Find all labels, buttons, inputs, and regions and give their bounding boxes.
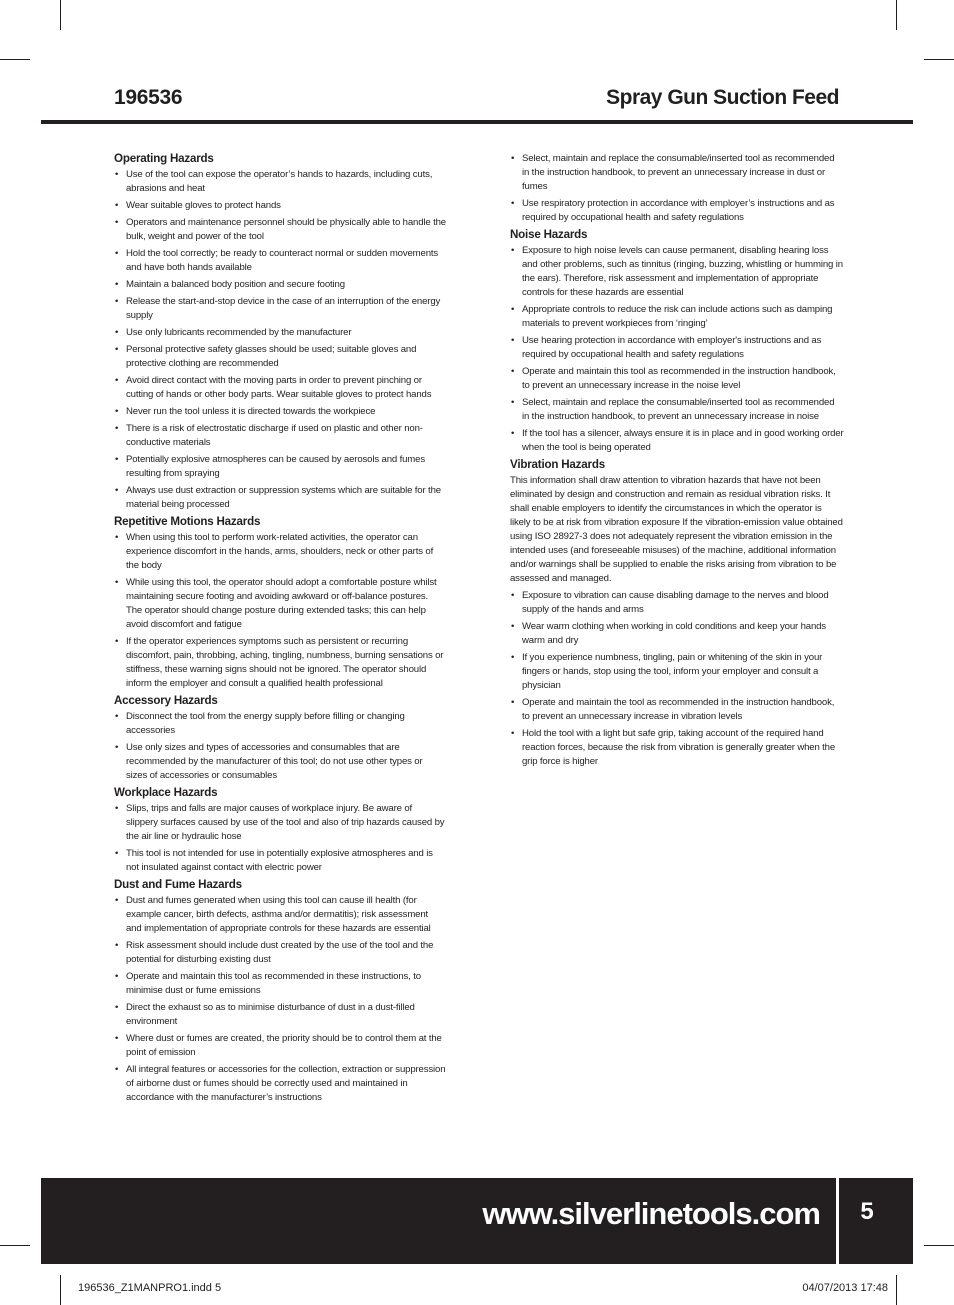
slug-filename: 196536_Z1MANPRO1.indd 5 [78, 1282, 222, 1294]
list-item: • Use only lubricants recommended by the manufacturer [114, 326, 446, 340]
bullet-list [510, 589, 844, 769]
list-item: • While using this tool, the operator should adopt a comfortable posture whilst maintaining secure footing and avoiding awkward or off-balance postures. The operator should change posture during extended tasks; this can help avoid discomfort and fatigue [114, 576, 446, 632]
list-item: • Hold the tool correctly; be ready to counteract normal or sudden movements and have both hands available [114, 247, 446, 275]
product-code: 196536 [114, 86, 183, 109]
bullet-list [510, 244, 844, 455]
section-heading: Repetitive Motions Hazards [114, 515, 261, 528]
list-item: • Exposure to high noise levels can cause permanent, disabling hearing loss and other problems, such as tinnitus (ringing, buzzing, whistling or humming in the ears). Therefore, risk assessment and implementation of appropriate controls for these hazards are essential [510, 244, 844, 300]
operating-hazards-section [114, 152, 446, 512]
list-item: • Risk assessment should include dust created by the use of the tool and the potential for disturbing existing dust [114, 939, 446, 967]
list-item: • Use hearing protection in accordance with employer's instructions and as required by occupational health and safety regulations [510, 334, 844, 362]
list-item: • Direct the exhaust so as to minimise disturbance of dust in a dust-filled environment [114, 1001, 446, 1029]
list-item: • Hold the tool with a light but safe grip, taking account of the required hand reaction forces, because the risk from vibration is generally greater when the grip force is higher [510, 727, 844, 769]
list-item: • Dust and fumes generated when using this tool can cause ill health (for example cancer, birth defects, asthma and/or dermatitis); risk assessment and implementation of appropriate controls for these hazards are essential [114, 894, 446, 936]
vibration-hazards-section [510, 458, 844, 769]
list-item: • Use respiratory protection in accordance with employer’s instructions and as required by occupational health and safety regulations [510, 197, 844, 225]
page-number: 5 [860, 1198, 874, 1225]
list-item: • Operate and maintain the tool as recommended in the instruction handbook, to prevent an unnecessary increase in vibration levels [510, 696, 844, 724]
section-heading: Accessory Hazards [114, 694, 218, 707]
list-item: • Select, maintain and replace the consumable/inserted tool as recommended in the instruction handbook, to prevent an unnecessary increase in noise [510, 396, 844, 424]
crop-mark [896, 1275, 897, 1305]
list-item: • Never run the tool unless it is directed towards the workpiece [114, 405, 446, 419]
list-item: • Use of the tool can expose the operator’s hands to hazards, including cuts, abrasions and heat [114, 168, 446, 196]
list-item: • Operate and maintain this tool as recommended in these instructions, to minimise dust or fume emissions [114, 970, 446, 998]
list-item: • Select, maintain and replace the consumable/inserted tool as recommended in the instruction handbook, to prevent an unnecessary increase in dust or fumes [510, 152, 844, 194]
list-item: • Exposure to vibration can cause disabling damage to the nerves and blood supply of the hands and arms [510, 589, 844, 617]
dust-and-fume-hazards-section [114, 878, 446, 1105]
section-heading: Vibration Hazards [510, 458, 605, 471]
section-heading: Dust and Fume Hazards [114, 878, 242, 891]
crop-mark [924, 1245, 954, 1246]
website-link[interactable]: www.silverlinetools.com [482, 1196, 820, 1231]
crop-mark [0, 59, 30, 60]
slug-datetime: 04/07/2013 17:48 [802, 1282, 888, 1294]
crop-mark [60, 1275, 61, 1305]
section-heading: Noise Hazards [510, 228, 588, 241]
list-item: • There is a risk of electrostatic discharge if used on plastic and other non-conductive materials [114, 422, 446, 450]
list-item: • Potentially explosive atmospheres can be caused by aerosols and fumes resulting from spraying [114, 453, 446, 481]
section-heading: Operating Hazards [114, 152, 214, 165]
bullet-list [114, 894, 446, 1105]
bullet-list [114, 710, 446, 783]
list-item: • Always use dust extraction or suppression systems which are suitable for the material being processed [114, 484, 446, 512]
left-column [114, 152, 446, 1108]
list-item: • Maintain a balanced body position and secure footing [114, 278, 446, 292]
bullet-list [114, 168, 446, 512]
right-column [510, 152, 844, 772]
list-item: • Operators and maintenance personnel should be physically able to handle the bulk, weight and power of the tool [114, 216, 446, 244]
crop-mark [924, 59, 954, 60]
list-item: • Where dust or fumes are created, the priority should be to control them at the point of emission [114, 1032, 446, 1060]
list-item: • Operate and maintain this tool as recommended in the instruction handbook, to prevent an unnecessary increase in the noise level [510, 365, 844, 393]
accessory-hazards-section [114, 694, 446, 783]
bullet-list [114, 531, 446, 691]
section-intro: This information shall draw attention to vibration hazards that have not been eliminated by design and construction and remain as residual vibration risks. It shall enable employers to identify the circumstances in which the operator is likely to be at risk from vibration exposure If the vibration-emission value obtained using ISO 28927-3 does not adequately represent the vibration emission in the intended uses (and foreseeable misuses) of the machine, additional information and/or warnings shall be supplied to enable the risks arising from vibration to be assessed and managed. [510, 475, 843, 584]
bullet-list [114, 802, 446, 875]
list-item: • If the operator experiences symptoms such as persistent or recurring discomfort, pain, throbbing, aching, tingling, numbness, burning sensations or stiffness, these warning signs should not be ignored. The operator should inform the employer and consult a qualified health professional [114, 635, 446, 691]
list-item: • Slips, trips and falls are major causes of workplace injury. Be aware of slippery surfaces caused by use of the tool and also of trip hazards caused by the air line or hydraulic hose [114, 802, 446, 844]
list-item: • Appropriate controls to reduce the risk can include actions such as damping materials to prevent workpieces from ‘ringing’ [510, 303, 844, 331]
noise-hazards-section [510, 228, 844, 455]
list-item: • Wear suitable gloves to protect hands [114, 199, 446, 213]
section-heading: Workplace Hazards [114, 786, 218, 799]
crop-mark [60, 0, 61, 30]
list-item: • Disconnect the tool from the energy supply before filling or changing accessories [114, 710, 446, 738]
workplace-hazards-section [114, 786, 446, 875]
list-item: • Personal protective safety glasses should be used; suitable gloves and protective clothing are recommended [114, 343, 446, 371]
list-item: • If the tool has a silencer, always ensure it is in place and in good working order when the tool is being operated [510, 427, 844, 455]
list-item: • All integral features or accessories for the collection, extraction or suppression of airborne dust or fumes should be correctly used and maintained in accordance with the manufacturer’s instructions [114, 1063, 446, 1105]
list-item: • Avoid direct contact with the moving parts in order to prevent pinching or cutting of hands or other body parts. Wear suitable gloves to protect hands [114, 374, 446, 402]
list-item: • Wear warm clothing when working in cold conditions and keep your hands warm and dry [510, 620, 844, 648]
list-item: • When using this tool to perform work-related activities, the operator can experience discomfort in the hands, arms, shoulders, neck or other parts of the body [114, 531, 446, 573]
list-item: • If you experience numbness, tingling, pain or whitening of the skin in your fingers or hands, stop using the tool, inform your employer and consult a physician [510, 651, 844, 693]
header-rule [41, 120, 913, 124]
list-item: • This tool is not intended for use in potentially explosive atmospheres and is not insulated against contact with electric power [114, 847, 446, 875]
page-title: Spray Gun Suction Feed [606, 86, 839, 109]
crop-mark [0, 1245, 30, 1246]
crop-mark [896, 0, 897, 30]
list-item: • Release the start-and-stop device in the case of an interruption of the energy supply [114, 295, 446, 323]
repetitive-motions-hazards-section [114, 515, 446, 691]
continued-section [510, 152, 844, 225]
list-item: • Use only sizes and types of accessories and consumables that are recommended by the manufacturer of this tool; do not use other types or sizes of accessories or consumables [114, 741, 446, 783]
bullet-list [510, 152, 844, 225]
